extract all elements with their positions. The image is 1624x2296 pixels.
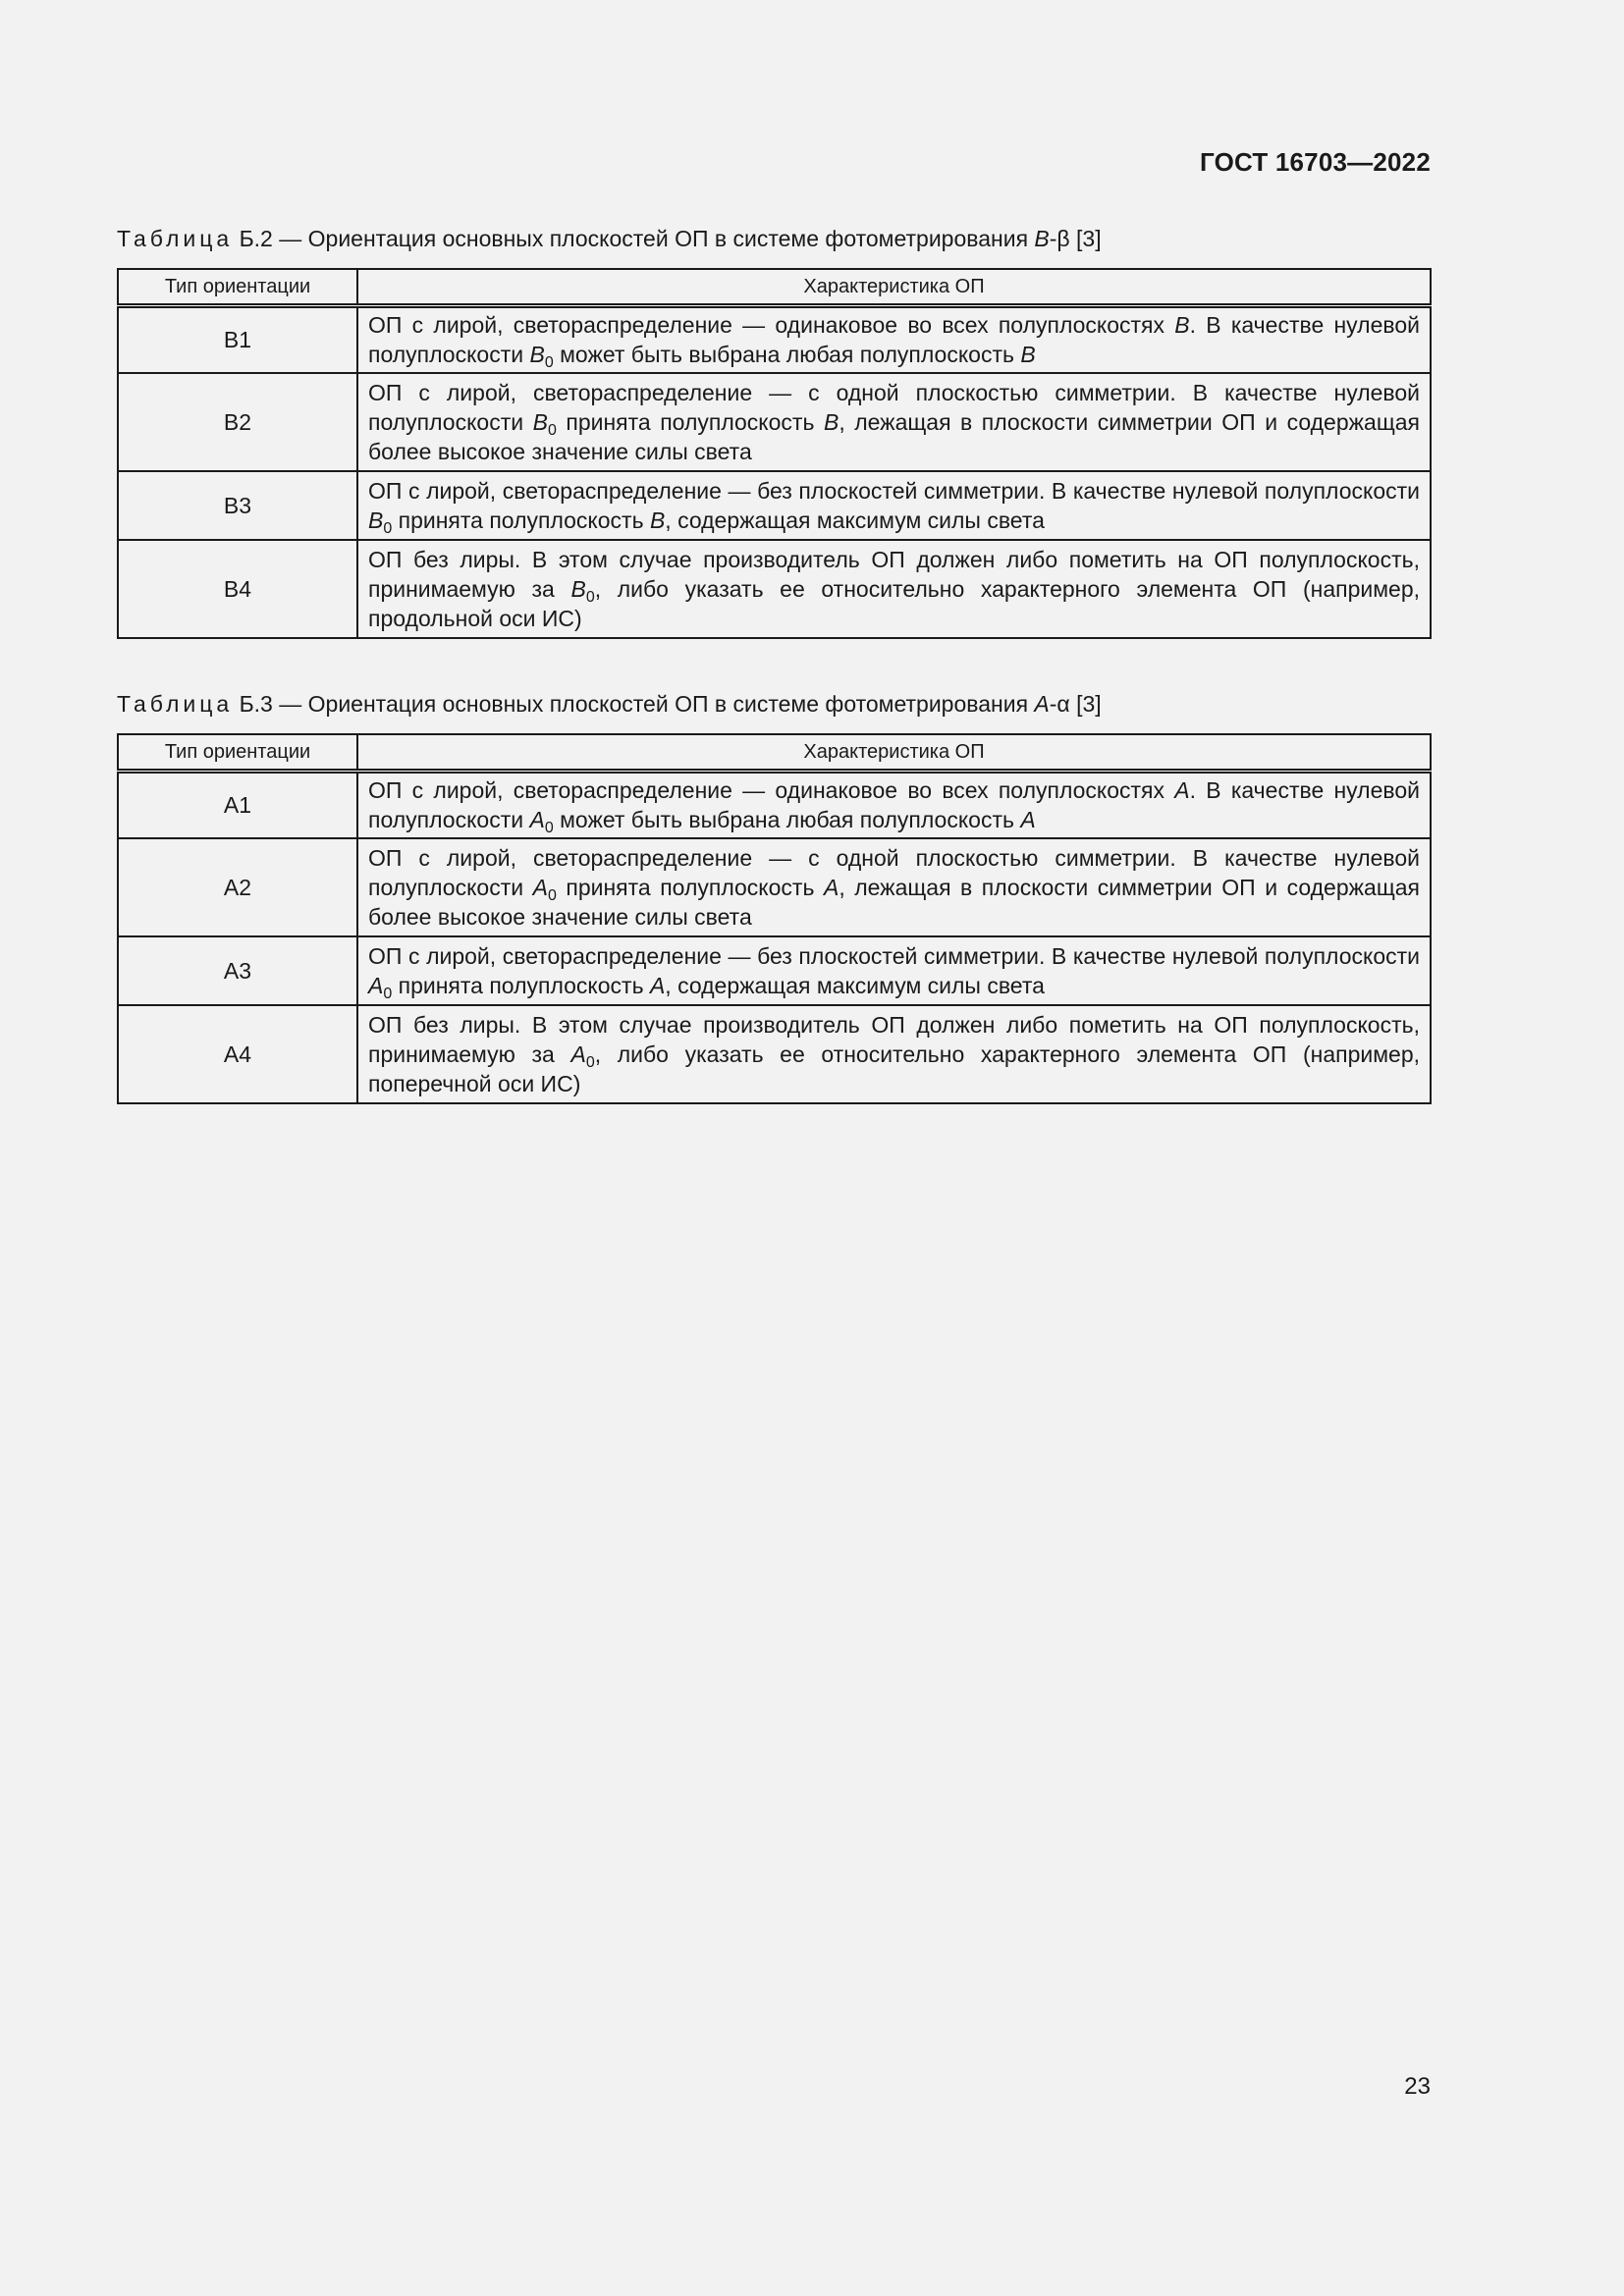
table-b3 <box>117 733 1432 1104</box>
header-orientation-type: Тип ориентации <box>118 734 357 772</box>
page-number: 23 <box>1404 2073 1431 2100</box>
characteristic-cell: ОП с лирой, светораспределение — одинаковое во всех полуплоскостях А. В качестве нулевой полуплоскости $А_0$ может быть выбрана любая полуплоскость А <box>357 772 1431 838</box>
caption-ref: [3] <box>1069 226 1102 251</box>
orientation-type-cell: В1 <box>118 306 357 373</box>
table-b3-caption <box>117 691 1102 718</box>
orientation-type-cell: А2 <box>118 838 357 936</box>
table-row <box>118 306 1431 373</box>
characteristic-cell: ОП с лирой, светораспределение — с одной плоскостью симметрии. В качестве нулевой полуплоскости $А_0$ принята полуплоскость А, лежащая в плоскости симметрии ОП и содержащая более высокое значение силы света <box>357 838 1431 936</box>
orientation-type-cell: А3 <box>118 936 357 1005</box>
document-code: ГОСТ 16703—2022 <box>1200 147 1431 177</box>
header-characteristic: Характеристика ОП <box>357 734 1431 772</box>
table-b2-caption <box>117 226 1102 252</box>
caption-number: Б.3 <box>239 691 273 717</box>
caption-system: В <box>1034 226 1050 251</box>
caption-prefix: Таблица <box>117 226 234 251</box>
table-header-row <box>118 269 1431 306</box>
header-characteristic: Характеристика ОП <box>357 269 1431 306</box>
caption-number: Б.2 <box>239 226 273 251</box>
table-row <box>118 471 1431 540</box>
table-row <box>118 373 1431 471</box>
table-b2 <box>117 268 1432 639</box>
orientation-type-cell: В3 <box>118 471 357 540</box>
table-row <box>118 838 1431 936</box>
caption-prefix: Таблица <box>117 691 234 717</box>
caption-system: А <box>1034 691 1050 717</box>
caption-text: — Ориентация основных плоскостей ОП в системе фотометрирования <box>272 226 1035 251</box>
table-row <box>118 936 1431 1005</box>
caption-ref: [3] <box>1069 691 1102 717</box>
characteristic-cell: ОП с лирой, светораспределение — без плоскостей симметрии. В качестве нулевой полуплоскости $А_0$ принята полуплоскость А, содержащая максимум силы света <box>357 936 1431 1005</box>
header-orientation-type: Тип ориентации <box>118 269 357 306</box>
table-header-row <box>118 734 1431 772</box>
caption-system-greek: -β <box>1049 226 1070 251</box>
caption-system-greek: -α <box>1049 691 1070 717</box>
orientation-type-cell: В2 <box>118 373 357 471</box>
orientation-type-cell: А4 <box>118 1005 357 1103</box>
characteristic-cell: ОП с лирой, светораспределение — без плоскостей симметрии. В качестве нулевой полуплоскости $В_0$ принята полуплоскость В, содержащая максимум силы света <box>357 471 1431 540</box>
characteristic-cell: ОП с лирой, светораспределение — одинаковое во всех полуплоскостях В. В качестве нулевой полуплоскости $В_0$ может быть выбрана любая полуплоскость В <box>357 306 1431 373</box>
table-row <box>118 1005 1431 1103</box>
orientation-type-cell: В4 <box>118 540 357 638</box>
caption-text: — Ориентация основных плоскостей ОП в системе фотометрирования <box>272 691 1035 717</box>
characteristic-cell: ОП без лиры. В этом случае производитель ОП должен либо пометить на ОП полуплоскость, принимаемую за $В_0$, либо указать ее относительно характерного элемента ОП (например, продольной оси ИС) <box>357 540 1431 638</box>
characteristic-cell: ОП без лиры. В этом случае производитель ОП должен либо пометить на ОП полуплоскость, принимаемую за $А_0$, либо указать ее относительно характерного элемента ОП (например, поперечной оси ИС) <box>357 1005 1431 1103</box>
orientation-type-cell: А1 <box>118 772 357 838</box>
characteristic-cell: ОП с лирой, светораспределение — с одной плоскостью симметрии. В качестве нулевой полуплоскости $В_0$ принята полуплоскость В, лежащая в плоскости симметрии ОП и содержащая более высокое значение силы света <box>357 373 1431 471</box>
table-row <box>118 772 1431 838</box>
table-row <box>118 540 1431 638</box>
